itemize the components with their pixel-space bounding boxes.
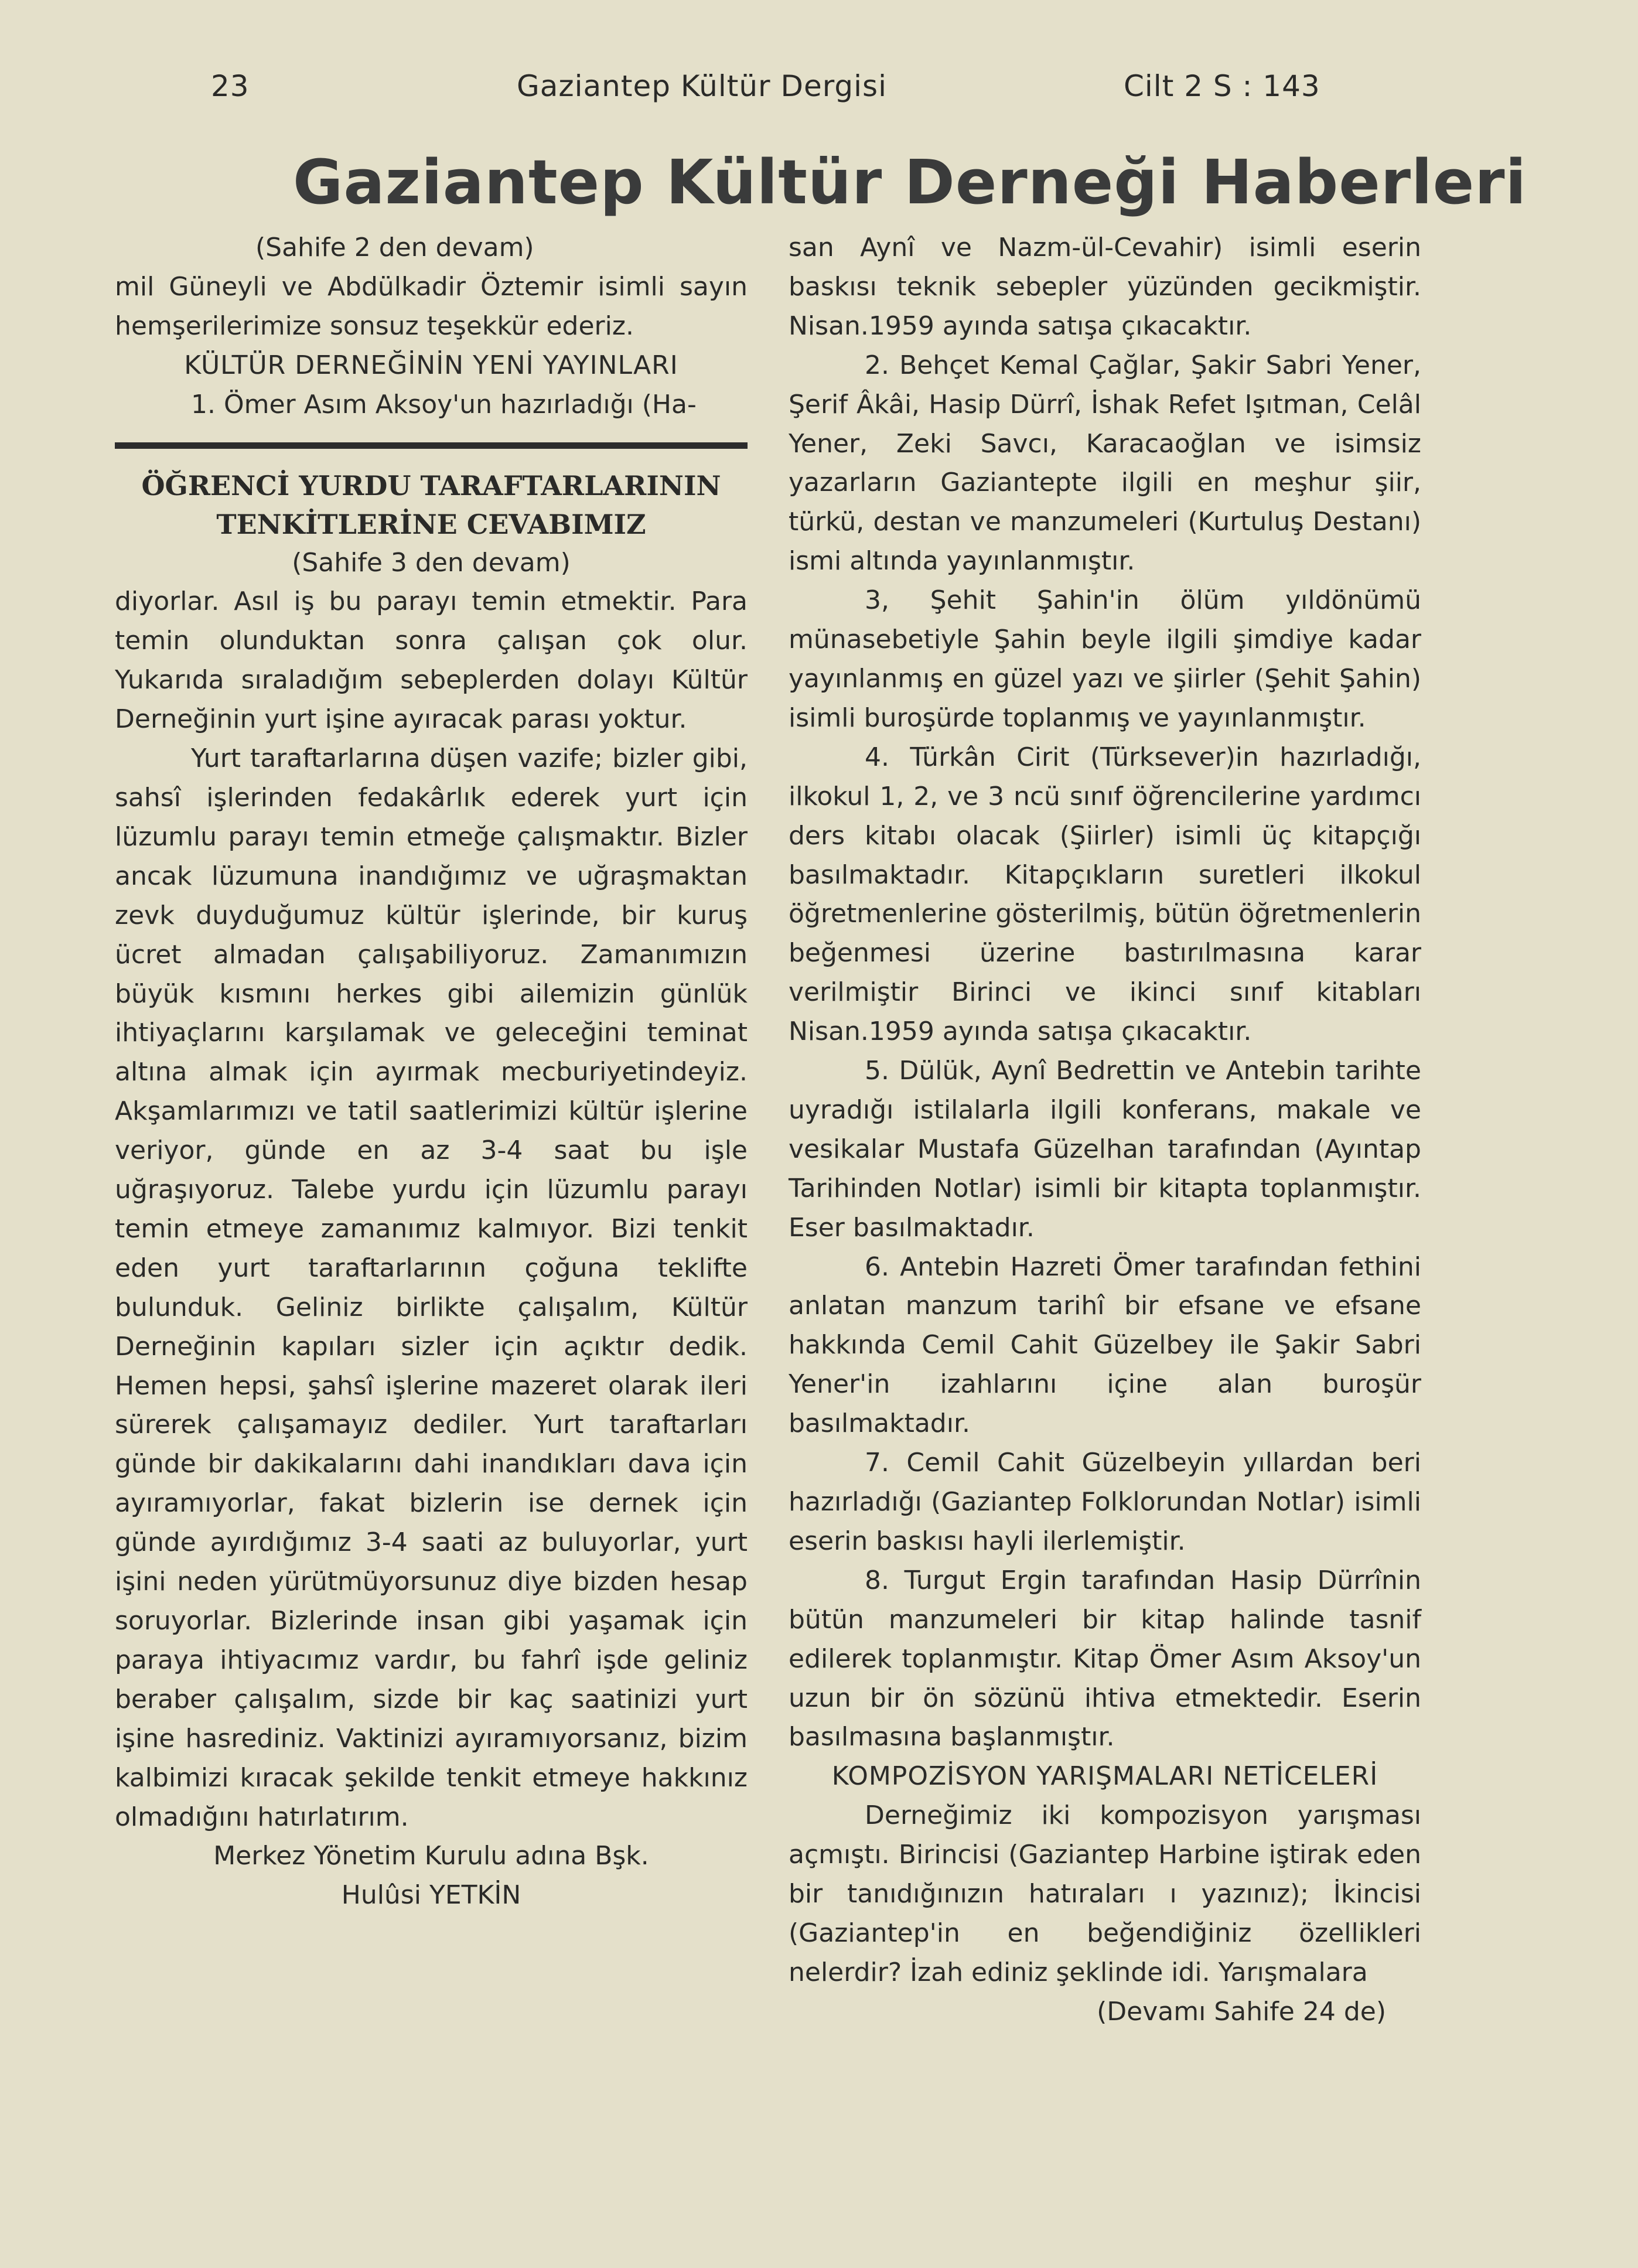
publication-item-1-start: 1. Ömer Asım Aksoy'un hazırladığı (Ha-: [191, 389, 697, 420]
article-paragraph-1: diyorlar. Asıl iş bu parayı temin etmektir. Para temin olunduktan sonra çalışan çok olur. Yukarıda sıraladığım sebeplerden dolayı Kültür Derneğinin yurt işine ayıracak parası yoktur.: [115, 586, 748, 735]
publication-item-5: 5. Dülük, Aynî Bedrettin ve Antebin tarihte uyradığı istilalarla ilgili konferans, makale ve vesikalar Mustafa Güzelhan tarafından (Ayıntap Tarihinden Notlar) isimli bir kitapta toplanmıştır. Eser basılmaktadır.: [789, 1056, 1421, 1243]
signature-title: Merkez Yönetim Kurulu adına Bşk.: [213, 1841, 649, 1871]
article-title-line-2: TENKİTLERİNE CEVABIMIZ: [216, 508, 646, 540]
publications-heading: KÜLTÜR DERNEĞİNİN YENİ YAYINLARI: [184, 350, 678, 380]
intro-paragraph: mil Güneyli ve Abdülkadir Öztemir isimli sayın hemşerilerimize sonsuz teşekkür ederiz.: [115, 271, 748, 341]
publication-item-3: 3, Şehit Şahin'in ölüm yıldönümü münasebetiyle Şahin beyle ilgili şimdiye kadar yayınlanmış en güzel yazı ve şiirler (Şehit Şahin) isimli buroşürde toplanmış ve yayınlanmıştır.: [789, 585, 1421, 733]
page-headline: Gaziantep Kültür Derneği Haberleri: [293, 146, 1527, 218]
contest-paragraph: Derneğimiz iki kompozisyon yarışması açmıştı. Birincisi (Gaziantep Harbine iştirak eden bir tanıdığınızın hatıraları ı yazınız); İkincisi (Gaziantep'in en beğendiğiniz özellikleri nelerdir? İzah ediniz şeklinde idi. Yarışmalara: [789, 1800, 1421, 1987]
continued-note: (Sahife 2 den devam): [255, 233, 534, 262]
publication-item-4: 4. Türkân Cirit (Türksever)in hazırladığı, ilkokul 1, 2, ve 3 ncü sınıf öğrencilerine yardımcı ders kitabı olacak (Şiirler) isimli üç kitapçığı basılmaktadır. Kitapçıkların suretleri ilkokul öğretmenlerine gösterilmiş, bütün öğretmenlerin beğenmesi üzerine bastırılmasına karar verilmiştir Birinci ve ikinci sınıf kitabları Nisan.1959 ayında satışa çıkacaktır.: [789, 742, 1421, 1047]
contest-heading: KOMPOZİSYON YARIŞMALARI NETİCELERİ: [831, 1761, 1378, 1792]
volume-info: Cilt 2 S : 143: [1124, 69, 1320, 103]
left-column: [115, 228, 748, 1915]
right-column: [789, 228, 1421, 2032]
article-continued-note: (Sahife 3 den devam): [292, 547, 571, 578]
running-header: [211, 69, 1324, 116]
publication-item-7: 7. Cemil Cahit Güzelbeyin yıllardan beri hazırladığı (Gaziantep Folklorundan Notlar) isimli eserin baskısı hayli ilerlemiştir.: [789, 1448, 1421, 1556]
article-title-line-1: ÖĞRENCİ YURDU TARAFTARLARININ: [141, 469, 721, 502]
divider-rule: [115, 442, 748, 449]
article-paragraph-2: Yurt taraftarlarına düşen vazife; bizler gibi, sahsî işlerinden fedakârlık ederek yurt için lüzumlu parayı temin etmeğe çalışmaktır. Bizler ancak lüzumuna inandığımız ve uğraşmaktan zevk duyduğumuz kültür işlerinde, bir kuruş ücret almadan çalışabiliyoruz. Zamanımızın büyük kısmını herkes gibi ailemizin günlük ihtiyaçlarını karşılamak ve geleceğini teminat altına almak için ayırmak mecburiyetindeyiz. Akşamlarımızı ve tatil saatlerimizi kültür işlerine veriyor, günde en az 3-4 saat bu işle uğraşıyoruz. Talebe yurdu için lüzumlu parayı temin etmeye zamanımız kalmıyor. Bizi tenkit eden yurt taraftarlarının çoğuna teklifte bulunduk. Geliniz birlikte çalışalım, Kültür Derneğinin kapıları sizler için açıktır dedik. Hemen hepsi, şahsî işlerine mazeret olarak ileri sürerek çalışamayız dediler. Yurt taraftarları günde bir dakikalarını dahi inandıkları dava için ayıramıyorlar, fakat bizlerin ise dernek için günde ayırdığımız 3-4 saati az buluyorlar, yurt işini neden yürütmüyorsunuz diye bizden hesap soruyorlar. Bizlerinde insan gibi yaşamak için paraya ihtiyacımız vardır, bu fahrî işde geliniz beraber çalışalım, sizde bir kaç saatinizi yurt işine hasrediniz. Vaktinizi ayıramıyorsanız, bizim kalbimizi kıracak şekilde tenkit etmeye hakkınız olmadığını hatırlatırım.: [115, 744, 748, 1832]
journal-title: Gaziantep Kültür Dergisi: [517, 69, 887, 103]
page-number: 23: [211, 69, 250, 103]
continued-on-note: (Devamı Sahife 24 de): [1097, 1996, 1386, 2027]
signature-name: Hulûsi YETKİN: [341, 1880, 521, 1911]
publication-item-6: 6. Antebin Hazreti Ömer tarafından fethini anlatan manzum tarihî bir efsane ve efsane hakkında Cemil Cahit Güzelbey ile Şakir Sabri Yener'in izahlarını içine alan buroşür basılmaktadır.: [789, 1251, 1421, 1439]
publication-item-8: 8. Turgut Ergin tarafından Hasip Dürrînin bütün manzumeleri bir kitap halinde tasnif edilerek toplanmıştır. Kitap Ömer Asım Aksoy'un uzun bir ön sözünü ihtiva etmektedir. Eserin basılmasına başlanmıştır.: [789, 1565, 1421, 1752]
publication-item-2: 2. Behçet Kemal Çağlar, Şakir Sabri Yener, Şerif Âkâi, Hasip Dürrî, İshak Refet Işıtman, Celâl Yener, Zeki Savcı, Karacaoğlan ve isimsiz yazarların Gaziantepte ilgili en meşhur şiir, türkü, destan ve manzumeleri (Kurtuluş Destanı) ismi altında yayınlanmıştır.: [789, 350, 1421, 577]
publication-item-1-cont: san Aynî ve Nazm-ül-Cevahir) isimli eserin baskısı teknik sebepler yüzünden gecikmiştir. Nisan.1959 ayında satışa çıkacaktır.: [789, 233, 1421, 341]
